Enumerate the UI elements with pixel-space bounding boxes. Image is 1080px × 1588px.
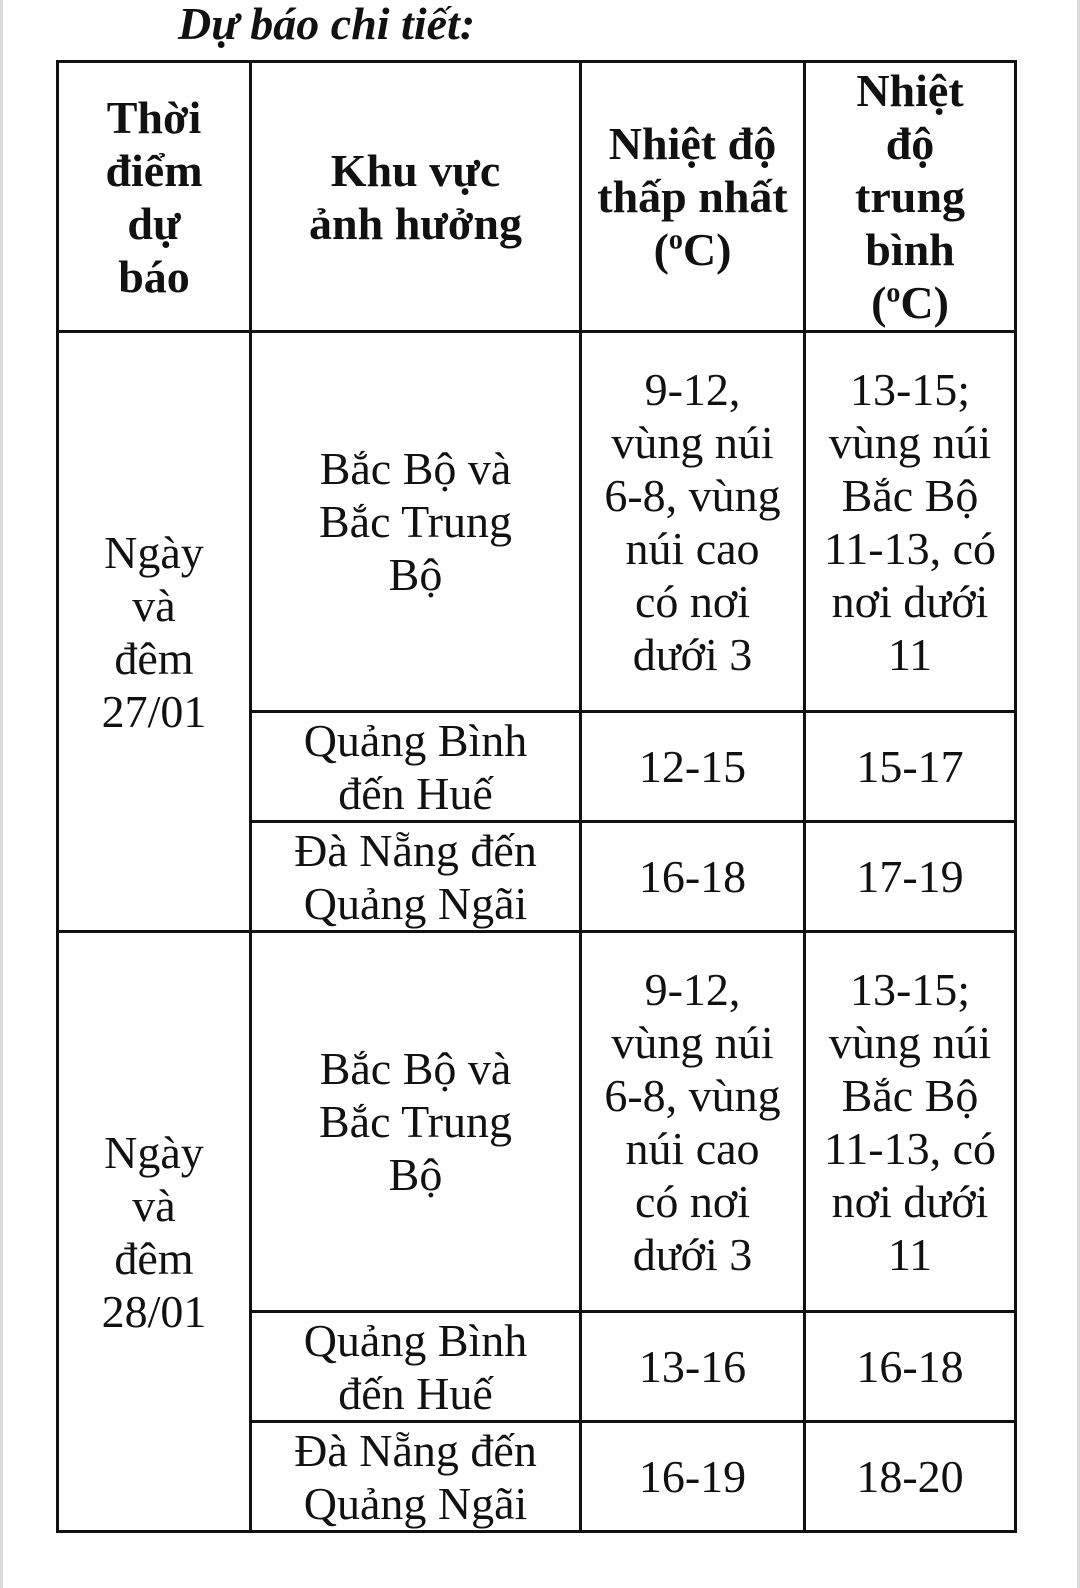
min-temp-cell: 16-19: [581, 1422, 805, 1532]
avg-temp-cell: 17-19: [805, 822, 1016, 932]
avg-temp-cell: 16-18: [805, 1312, 1016, 1422]
header-avg-temp: Nhiệt độ trung bình ($^o$C): [805, 62, 1016, 332]
area-cell: Bắc Bộ và Bắc Trung Bộ: [251, 332, 581, 712]
left-edge-shadow: [0, 0, 3, 1588]
header-min-temp: Nhiệt độ thấp nhất ($^o$C): [581, 62, 805, 332]
forecast-table: [56, 60, 1017, 1533]
page-title: Dự báo chi tiết:: [178, 0, 476, 49]
area-cell: Đà Nẵng đến Quảng Ngãi: [251, 822, 581, 932]
avg-temp-cell: 13-15; vùng núi Bắc Bộ 11-13, có nơi dưới 11: [805, 932, 1016, 1312]
header-area: Khu vực ảnh hưởng: [251, 62, 581, 332]
time-cell: Ngày và đêm 28/01: [58, 932, 251, 1532]
area-cell: Bắc Bộ và Bắc Trung Bộ: [251, 932, 581, 1312]
table-row: [58, 932, 1016, 1312]
min-temp-cell: 13-16: [581, 1312, 805, 1422]
area-cell: Đà Nẵng đến Quảng Ngãi: [251, 1422, 581, 1532]
min-temp-cell: 16-18: [581, 822, 805, 932]
avg-temp-cell: 13-15; vùng núi Bắc Bộ 11-13, có nơi dưới 11: [805, 332, 1016, 712]
header-time: Thời điểm dự báo: [58, 62, 251, 332]
min-temp-cell: 9-12, vùng núi 6-8, vùng núi cao có nơi dưới 3: [581, 332, 805, 712]
min-temp-cell: 12-15: [581, 712, 805, 822]
avg-temp-cell: 15-17: [805, 712, 1016, 822]
header-row: [58, 62, 1016, 332]
table-row: [58, 332, 1016, 712]
time-cell: Ngày và đêm 27/01: [58, 332, 251, 932]
avg-temp-cell: 18-20: [805, 1422, 1016, 1532]
area-cell: Quảng Bình đến Huế: [251, 1312, 581, 1422]
min-temp-cell: 9-12, vùng núi 6-8, vùng núi cao có nơi dưới 3: [581, 932, 805, 1312]
area-cell: Quảng Bình đến Huế: [251, 712, 581, 822]
